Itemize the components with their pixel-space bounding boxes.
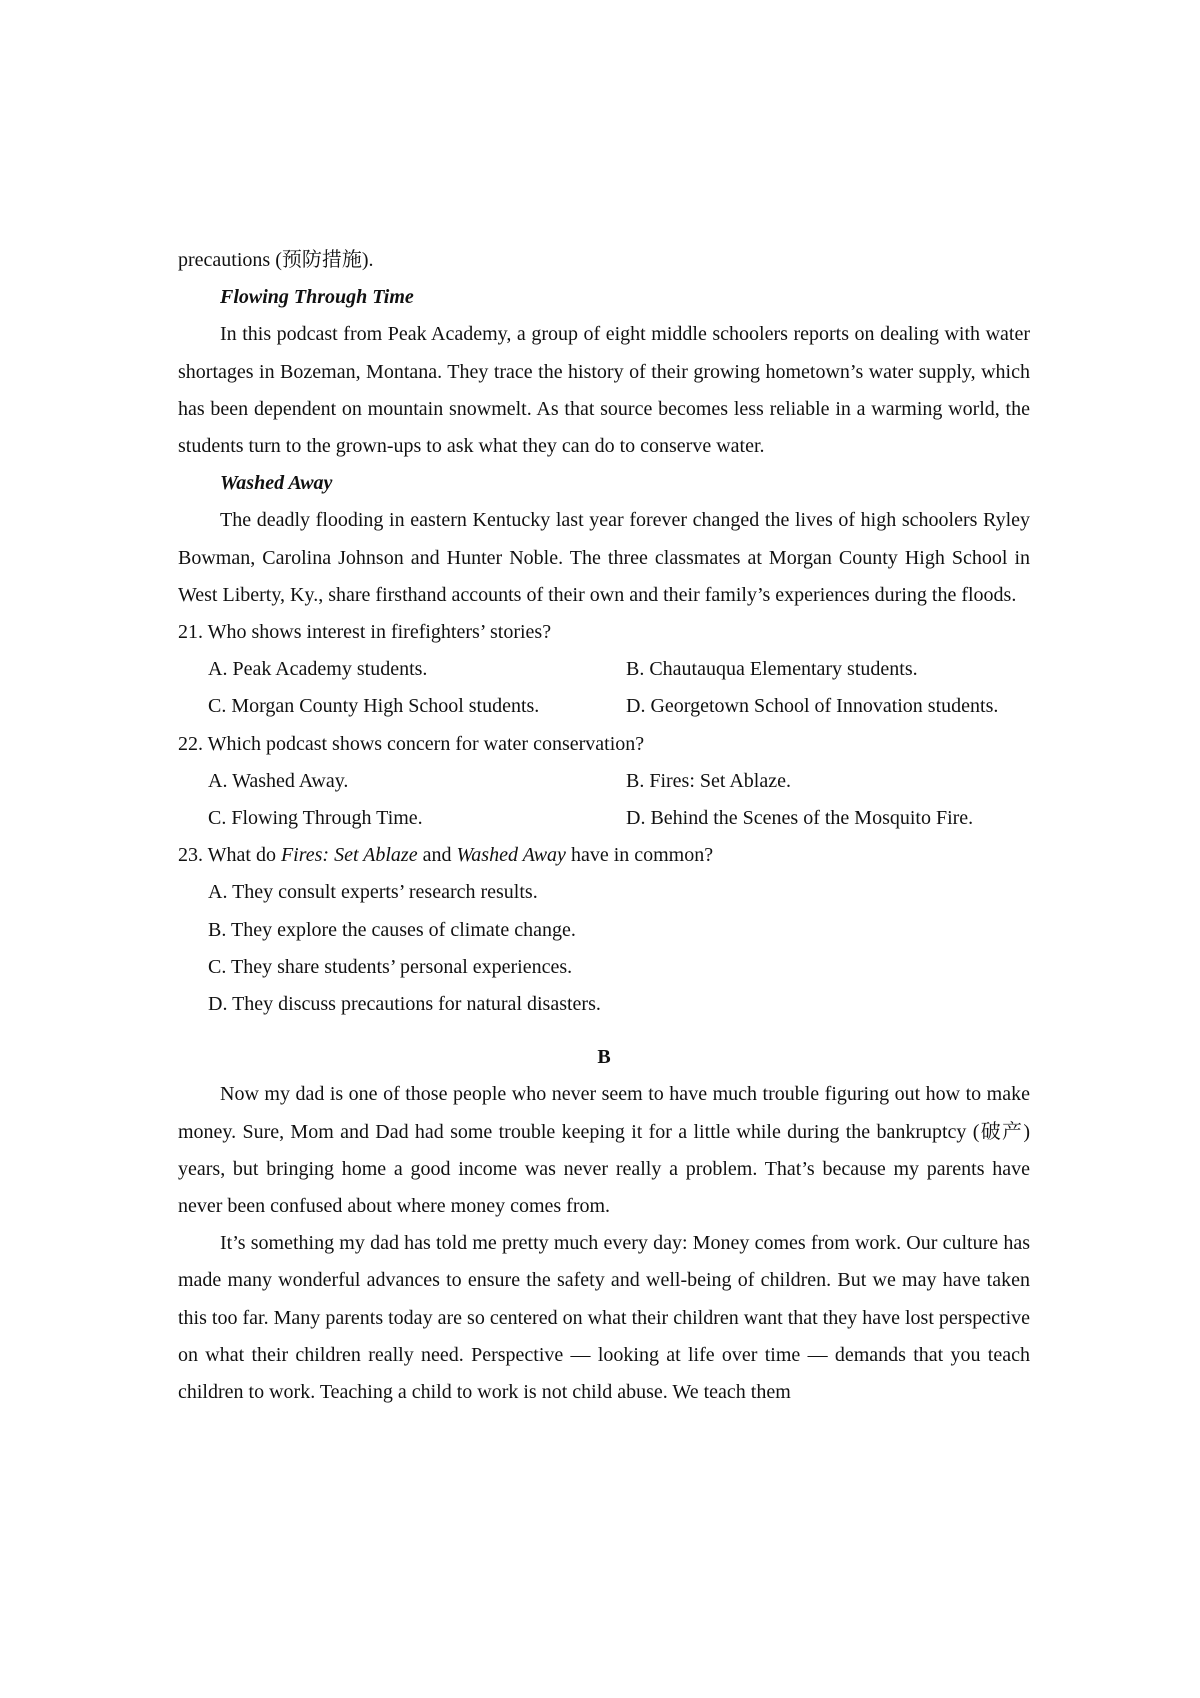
question-22-option-a: A. Washed Away. — [208, 769, 349, 792]
question-23-option-a: A. They consult experts’ research results. — [208, 881, 538, 904]
question-21-option-a: A. Peak Academy students. — [208, 658, 428, 681]
question-22-option-b: B. Fires: Set Ablaze. — [626, 769, 791, 792]
section-b-heading: B — [597, 1046, 611, 1069]
section-b-paragraph-1: Now my dad is one of those people who never seem to have much trouble figuring out how to make money. Sure, Mom and Dad had some trouble keeping it for a little while during the bankruptcy (破产) years, but bringing home a good income was never really a problem. That’s because my parents have never been confused about where money comes from. — [178, 1083, 1030, 1218]
podcast-title-flowing: Flowing Through Time — [220, 286, 414, 309]
question-21-options — [178, 651, 1030, 725]
podcast-title-washed: Washed Away — [220, 472, 333, 495]
question-23-stem-title-fires: Fires: Set Ablaze — [280, 844, 418, 867]
question-21-stem: 21. Who shows interest in firefighters’ stories? — [178, 621, 552, 644]
question-23-stem-prefix: 23. What do — [178, 844, 281, 867]
question-22-option-c: C. Flowing Through Time. — [208, 807, 423, 830]
question-21-option-c: C. Morgan County High School students. — [208, 695, 540, 718]
podcast-body-flowing: In this podcast from Peak Academy, a group of eight middle schoolers reports on dealing with water shortages in Bozeman, Montana. They trace the history of their growing hometown’s water supply, which has been dependent on mountain snowmelt. As that source becomes less reliable in a warming world, the students turn to the grown-ups to ask what they can do to conserve water. — [178, 323, 1030, 458]
continuation-text: precautions (预防措施). — [178, 249, 374, 271]
question-23-stem-title-washed: Washed Away — [456, 844, 566, 867]
podcast-body-washed: The deadly flooding in eastern Kentucky last year forever changed the lives of high schoolers Ryley Bowman, Carolina Johnson and Hunter Noble. The three classmates at Morgan County High School in West Liberty, Ky., share firsthand accounts of their own and their family’s experiences during the floods. — [178, 509, 1030, 606]
question-23-option-d: D. They discuss precautions for natural disasters. — [208, 993, 601, 1016]
question-21-option-b: B. Chautauqua Elementary students. — [626, 658, 918, 681]
question-22-options — [178, 763, 1030, 837]
question-22-stem: 22. Which podcast shows concern for water conservation? — [178, 732, 645, 755]
document-page — [178, 242, 1030, 1411]
question-23-option-b: B. They explore the causes of climate change. — [208, 918, 576, 941]
question-23-stem-and: and — [417, 844, 457, 867]
question-23-stem — [178, 837, 1030, 874]
question-23-options — [178, 874, 1030, 1023]
question-23-stem-suffix: have in common? — [565, 844, 714, 867]
question-21-option-d: D. Georgetown School of Innovation students. — [626, 695, 999, 718]
section-b-paragraph-2: It’s something my dad has told me pretty much every day: Money comes from work. Our culture has made many wonderful advances to ensure the safety and well-being of children. But we may have taken this too far. Many parents today are so centered on what their children want that they have lost perspective on what their children really need. Perspective — looking at life over time — demands that you teach children to work. Teaching a child to work is not child abuse. We teach them — [178, 1232, 1030, 1404]
question-23-option-c: C. They share students’ personal experiences. — [208, 955, 573, 978]
question-22-option-d: D. Behind the Scenes of the Mosquito Fire. — [626, 807, 974, 830]
